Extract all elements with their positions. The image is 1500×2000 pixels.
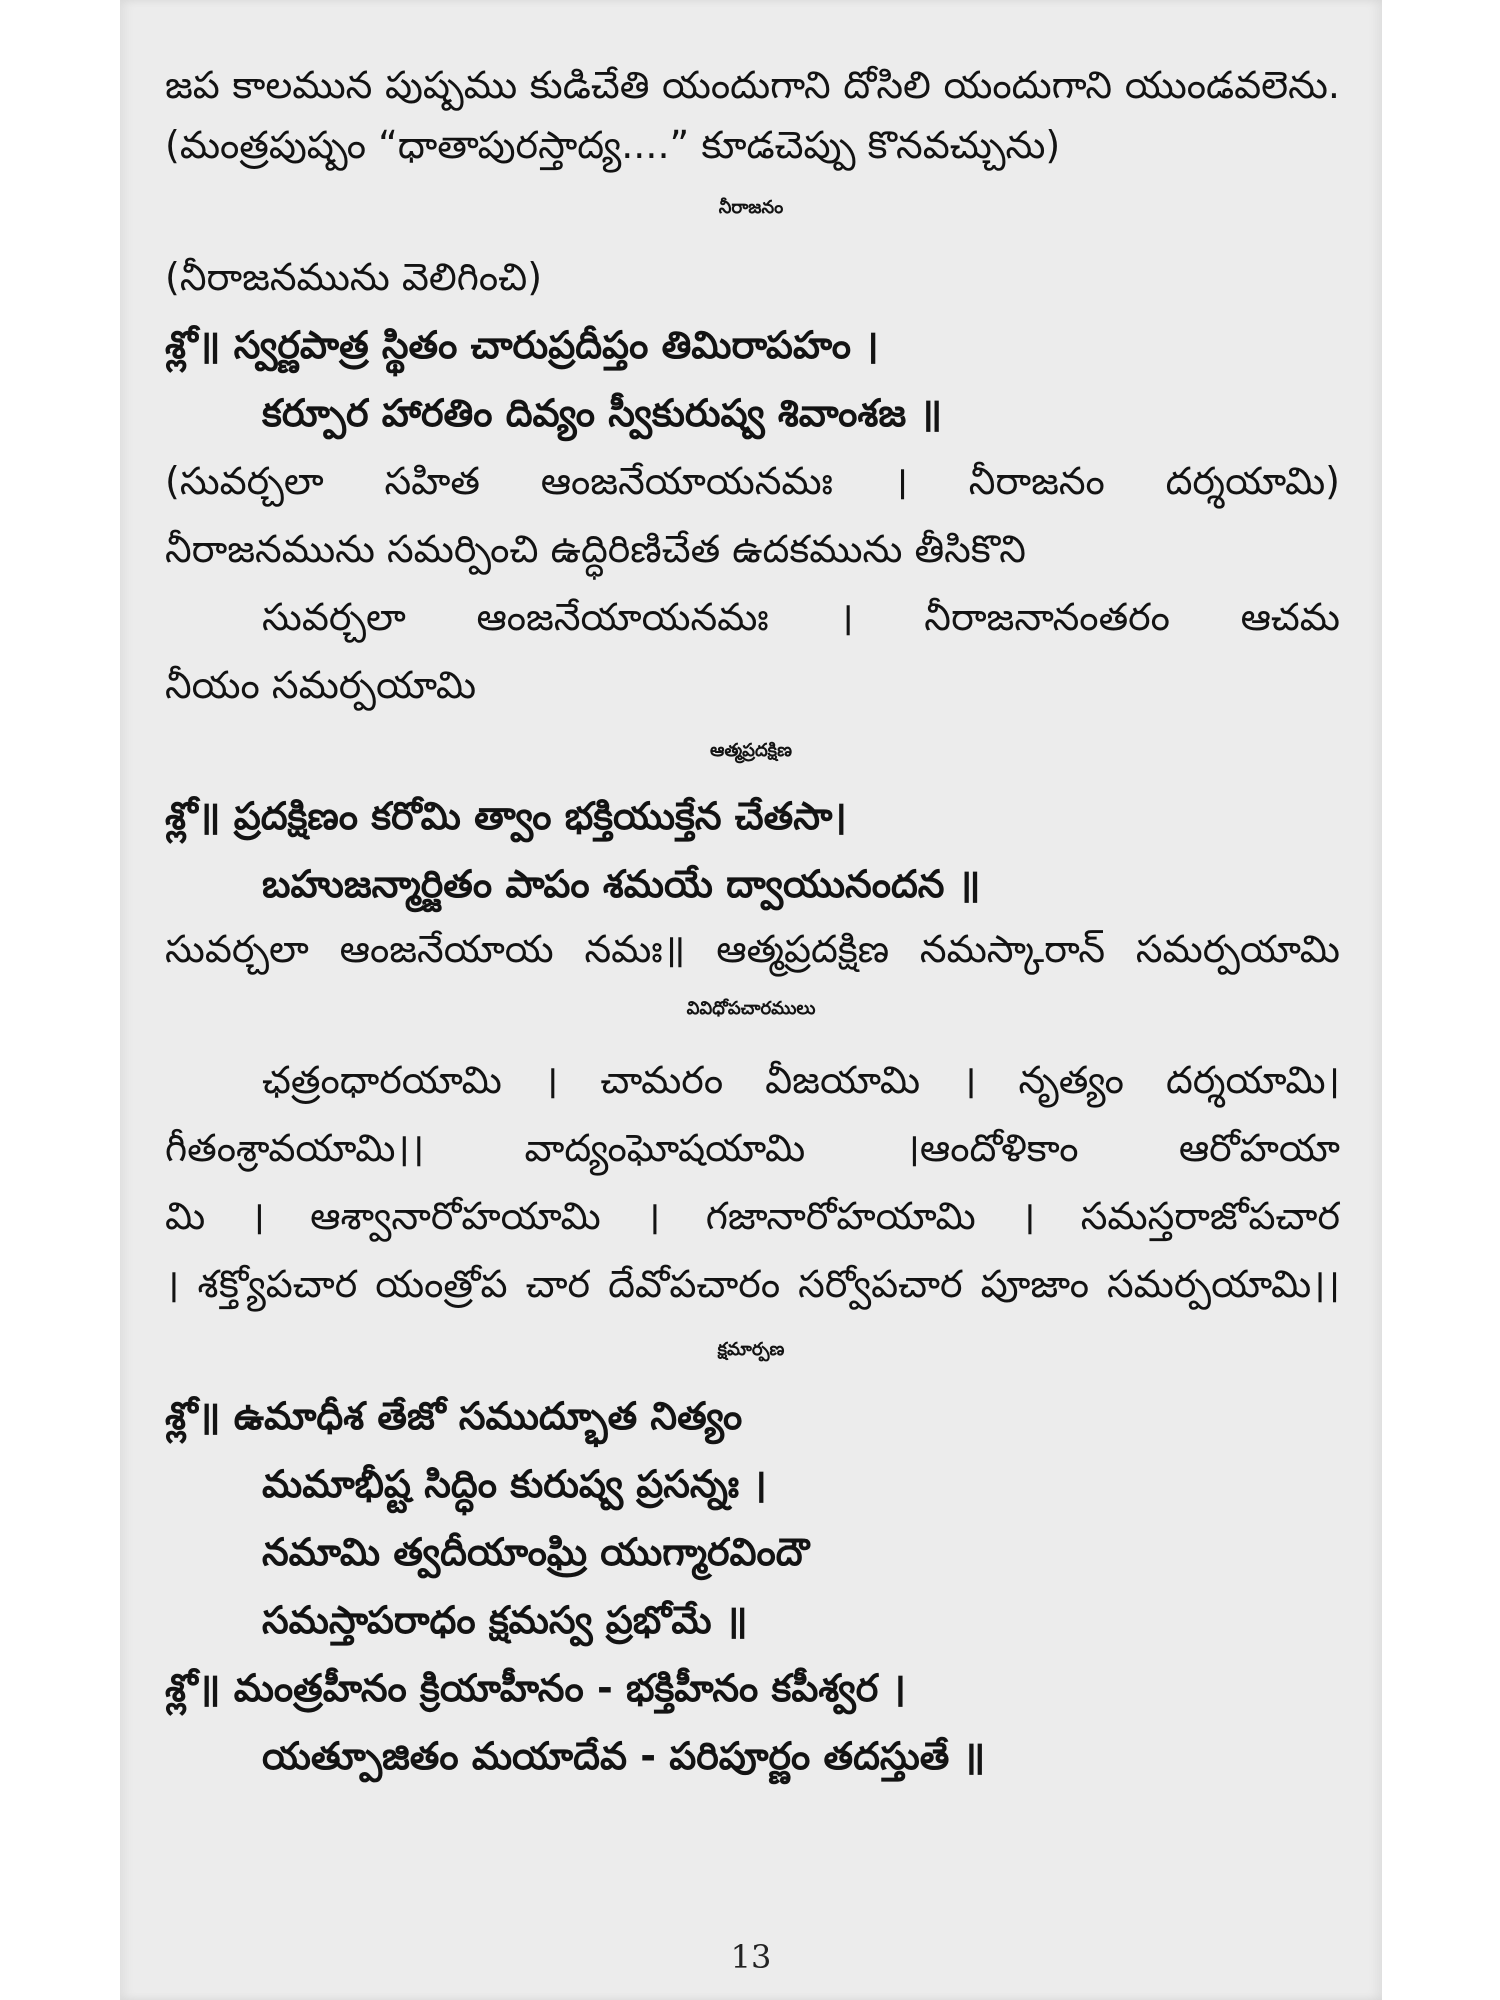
verse-line: శ్లో॥ ఉమాధీశ తేజో సముద్భూత నిత్యం: [165, 1394, 743, 1438]
text-line: గీతంశ్రావయామి।। వాద్యంఘోషయామి ।ఆందోళికాం ఆరోహయా: [165, 1126, 1340, 1170]
verse-line: మమాభీష్ట సిద్ధిం కురుష్వ ప్రసన్నః ।: [262, 1462, 767, 1506]
text-line: సువర్చలా ఆంజనేయాయ నమః॥ ఆత్మప్రదక్షిణ నమస్కారాన్ సమర్పయామి: [165, 927, 1340, 971]
verse-line: శ్లో॥ మంత్రహీనం క్రియాహీనం - భక్తిహీనం కపీశ్వర ।: [165, 1666, 906, 1710]
section-heading: నీరాజనం: [718, 197, 784, 218]
text-line: సువర్చలా ఆంజనేయాయనమః । నీరాజనానంతరం ఆచమ: [262, 595, 1340, 639]
verse-line: సమస్తాపరాధం క్షమస్వ ప్రభోమే ॥: [262, 1598, 748, 1642]
verse-line: నమామి త్వదీయాంఘ్రి యుగ్మారవిందౌ: [262, 1530, 810, 1574]
verse-line: శ్లో॥ ప్రదక్షిణం కరోమి త్వాం భక్తియుక్తేన చేతసా।: [165, 794, 847, 838]
text-line: (సువర్చలా సహిత ఆంజనేయాయనమః । నీరాజనం దర్శయామి): [165, 459, 1340, 503]
text-line: నీరాజనమును సమర్పించి ఉద్ధిరిణిచేత ఉదకమును తీసికొని: [165, 527, 1026, 571]
text-line: జప కాలమున పుష్పము కుడిచేతి యందుగాని దోసిలి యందుగాని యుండవలెను.: [165, 63, 1340, 107]
section-heading: వివిధోపచారములు: [686, 998, 816, 1019]
text-line: ఛత్రంధారయామి । చామరం వీజయామి । నృత్యం దర్శయామి।: [262, 1058, 1340, 1102]
text-line: (మంత్రపుష్పం “ధాతాపురస్తాద్య....” కూడచెప్పు కొనవచ్చును): [165, 123, 1061, 167]
text-line: । శక్త్యోపచార యంత్రోప చార దేవోపచారం సర్వోపచార పూజాం సమర్పయామి।।: [165, 1262, 1340, 1306]
verse-line: బహుజన్మార్జితం పాపం శమయే ద్వాయునందన ॥: [262, 862, 981, 906]
section-heading: ఆత్మప్రదక్షిణ: [710, 740, 792, 761]
book-page: [120, 0, 1382, 2000]
verse-line: యత్పూజితం మయాదేవ - పరిపూర్ణం తదస్తుతే ॥: [262, 1734, 986, 1778]
text-line: నీయం సమర్పయామి: [165, 663, 477, 707]
text-line: మి । ఆశ్వానారోహయామి । గజానారోహయామి । సమస్తరాజోపచార: [165, 1194, 1340, 1238]
verse-line: శ్లో॥ స్వర్ణపాత్ర స్థితం చారుప్రదీప్తం తిమిరాపహం ।: [165, 323, 879, 367]
text-line: (నీరాజనమును వెలిగించి): [165, 255, 543, 299]
verse-line: కర్పూర హారతిం దివ్యం స్వీకురుష్వ శివాంశజ ॥: [262, 391, 943, 435]
page-number: 13: [730, 1938, 772, 1976]
section-heading: క్షమార్పణ: [717, 1339, 785, 1360]
